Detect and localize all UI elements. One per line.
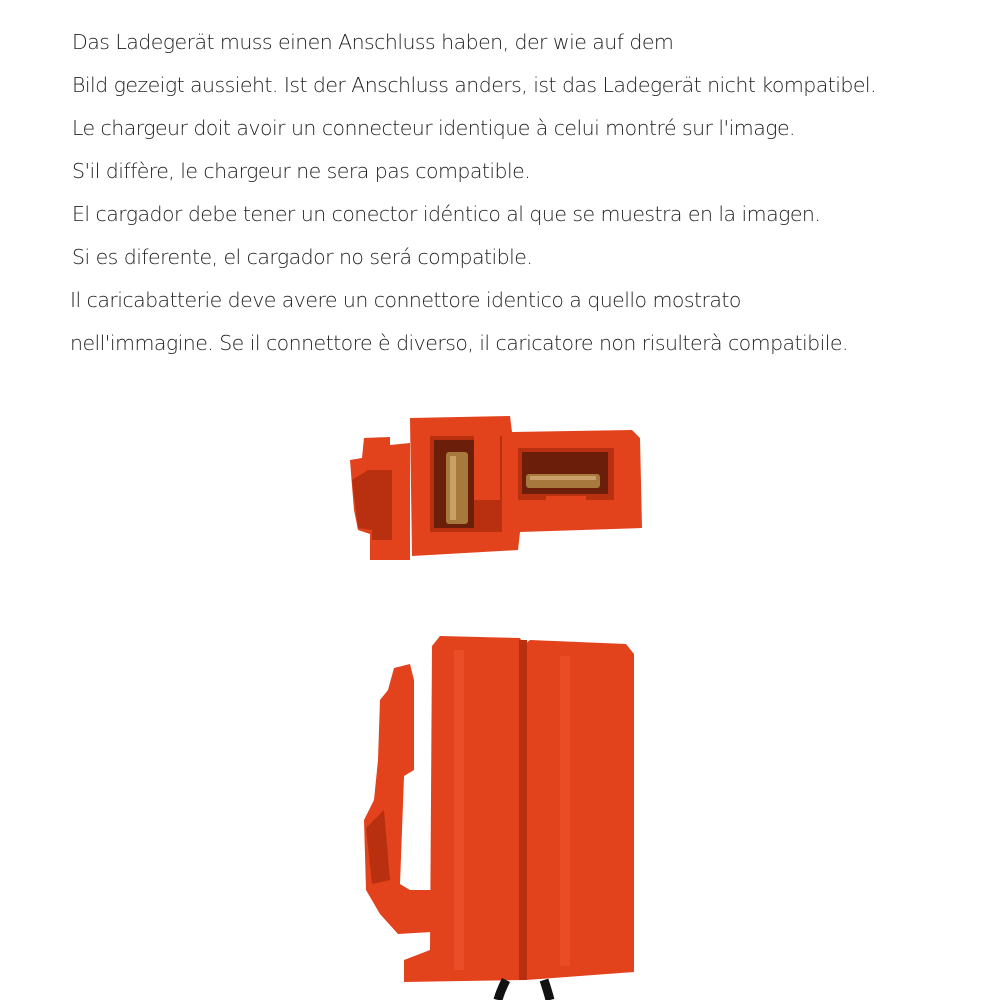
notice-line-it-2: nell'immagine. Se il connettore è diverso, il caricatore non risulterà compatibile. <box>70 331 848 355</box>
lower-right-highlight <box>560 656 570 966</box>
lower-wire-right <box>544 980 550 1000</box>
notice-line-es-1: El cargador debe tener un conector idéntico al que se muestra en la imagen. <box>72 202 821 226</box>
notice-line-de-1: Das Ladegerät muss einen Anschluss haben, der wie auf dem <box>72 30 674 54</box>
lower-center-groove <box>519 640 527 980</box>
lower-wire-left <box>498 980 506 1000</box>
lower-latch-arm <box>364 664 432 934</box>
upper-left-terminal-shine <box>450 456 456 520</box>
connector-face-icon <box>350 416 642 560</box>
lower-left-highlight <box>454 650 464 970</box>
notice-line-de-2: Bild gezeigt aussieht. Ist der Anschluss anders, ist das Ladegerät nicht kompatibel. <box>72 73 877 97</box>
upper-divider <box>474 436 500 500</box>
upper-right-foot <box>546 496 586 518</box>
notice-line-fr-1: Le chargeur doit avoir un connecteur identique à celui montré sur l'image. <box>72 116 795 140</box>
notice-line-fr-2: S'il diffère, le chargeur ne sera pas compatible. <box>72 159 531 183</box>
connector-plug-icon <box>364 636 634 1000</box>
notice-line-it-1: Il caricabatterie deve avere un connettore identico a quello mostrato <box>70 288 741 312</box>
upper-left-terminal <box>446 452 468 524</box>
upper-right-terminal-shine <box>530 476 596 480</box>
lower-housing-right <box>520 640 634 980</box>
notice-line-es-2: Si es diferente, el cargador no será compatible. <box>72 245 533 269</box>
